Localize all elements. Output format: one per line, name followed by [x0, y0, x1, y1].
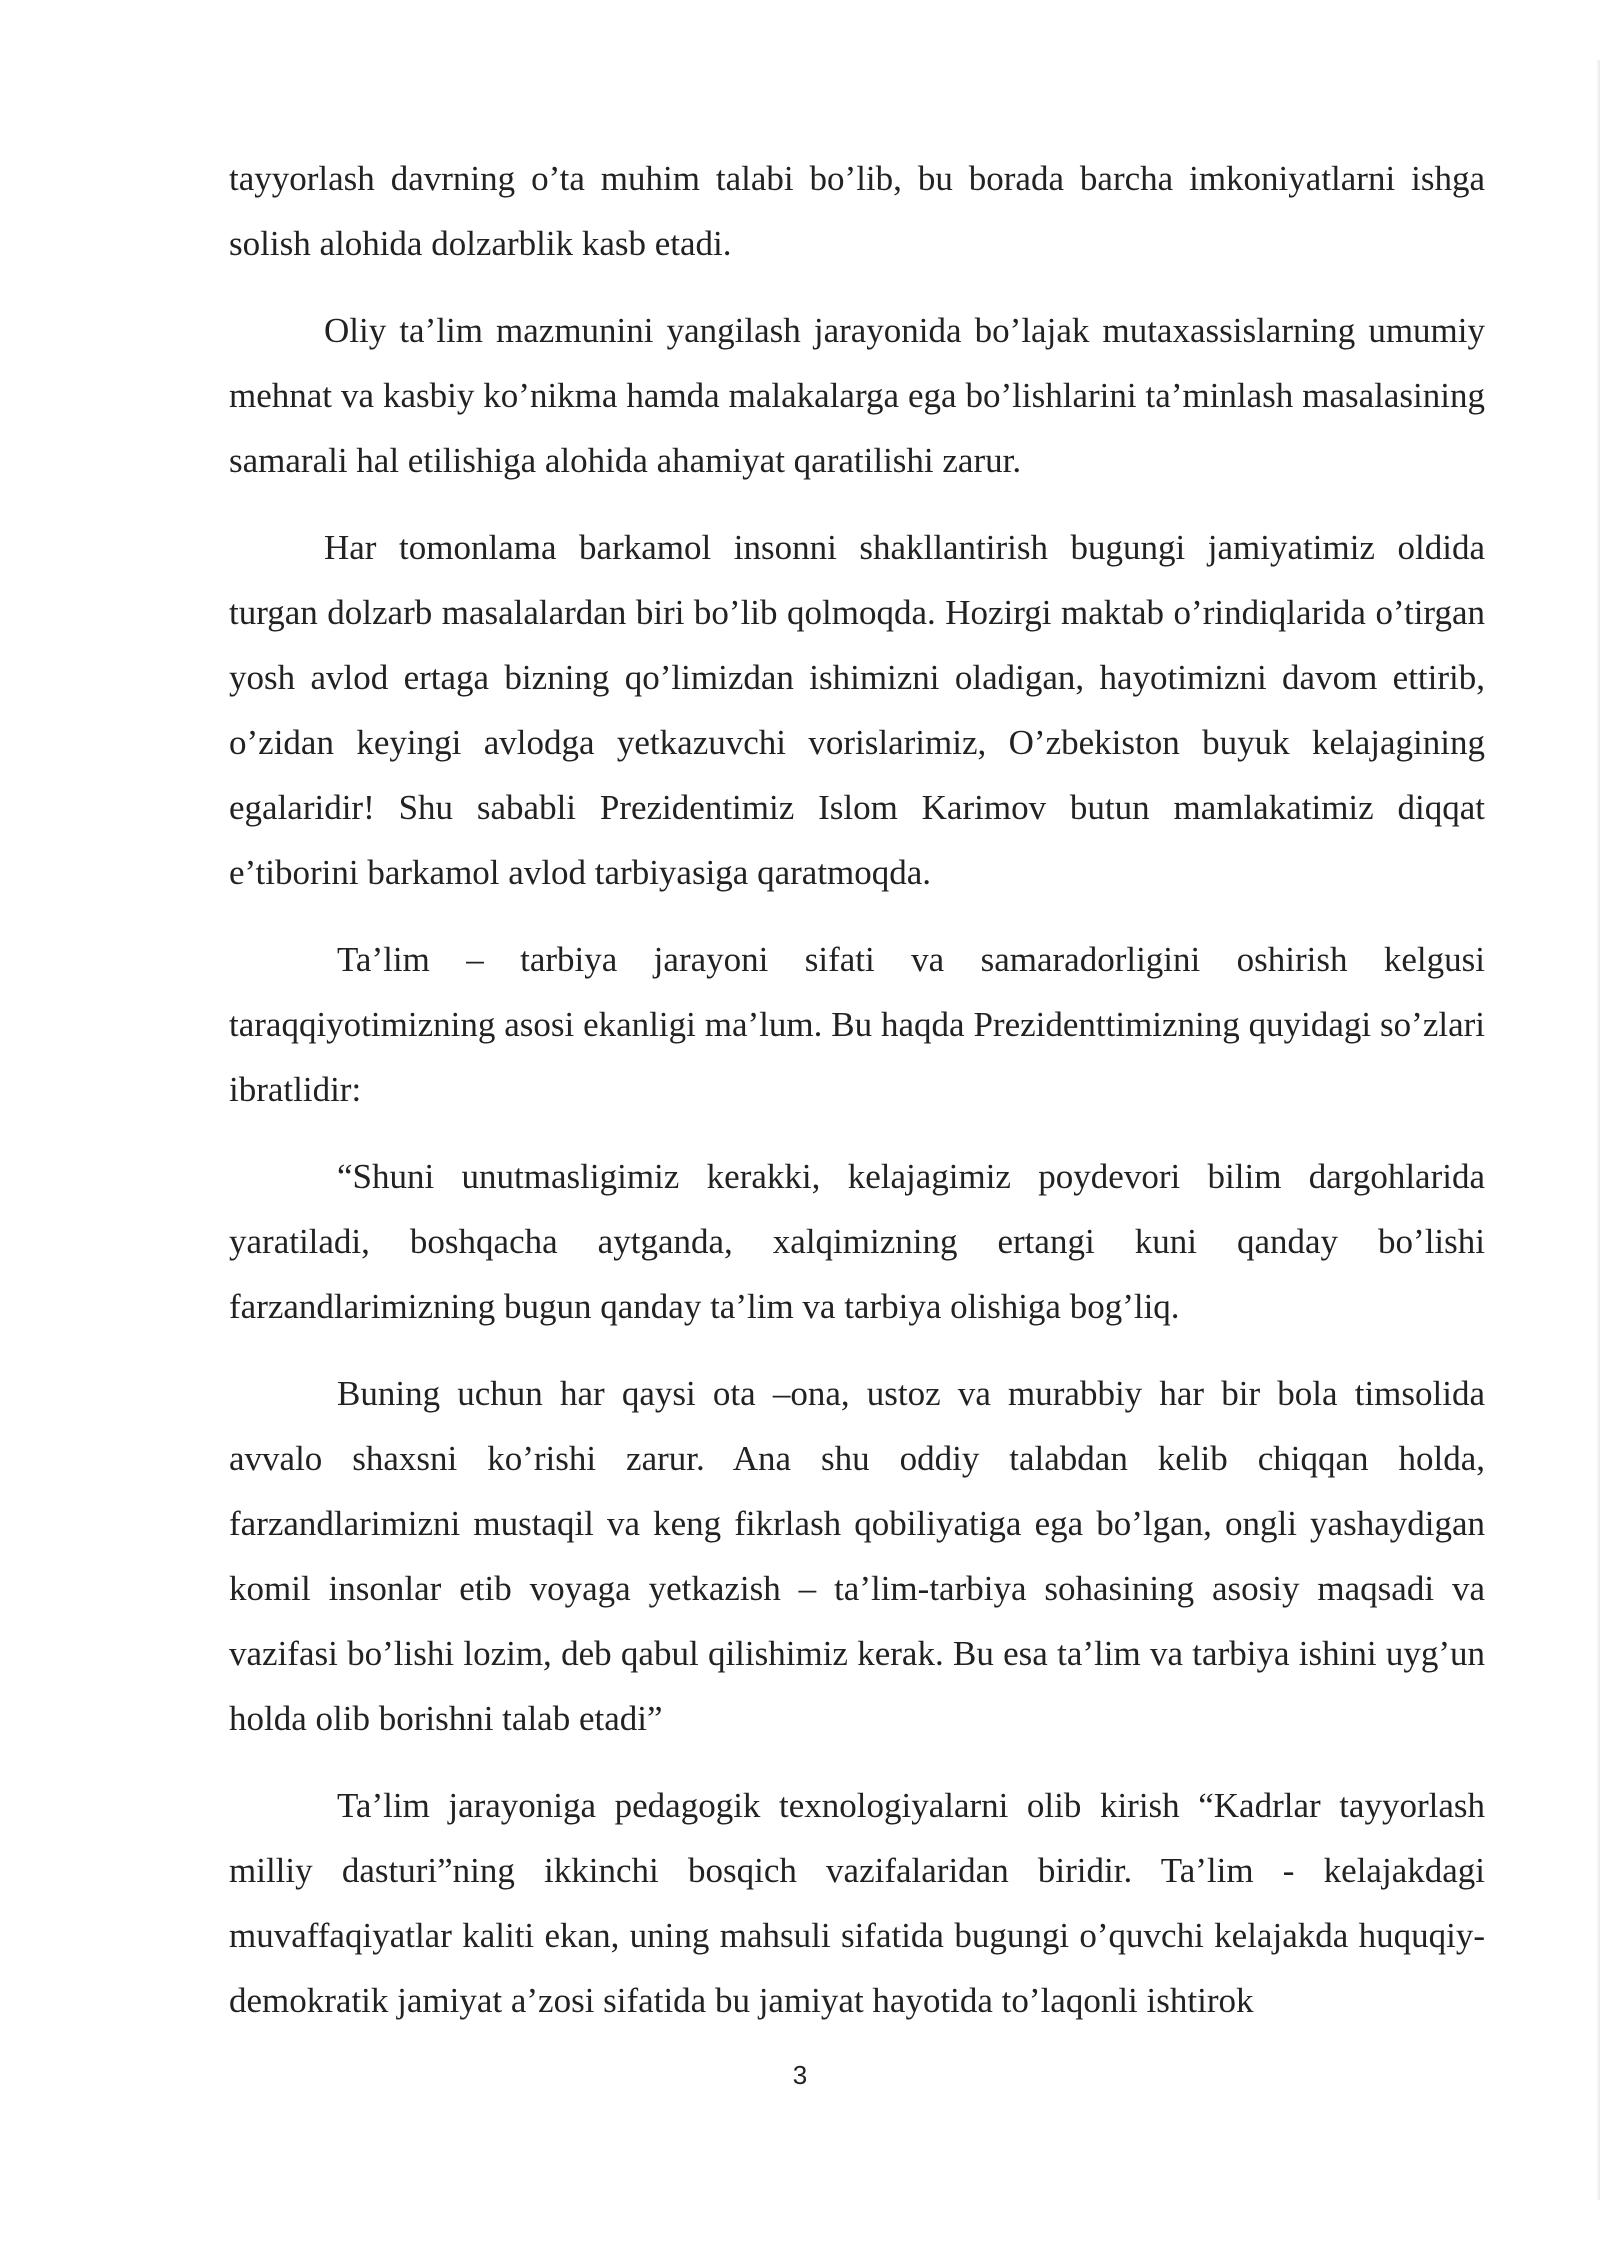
document-body: [229, 146, 1485, 2055]
page-edge-shadow: [1596, 60, 1600, 2200]
paragraph-3: Har tomonlama barkamol insonni shakllantirish bugungi jamiyatimiz oldida turgan dolzarb masalalardan biri bo’lib qolmoqda. Hozirgi maktab o’rindiqlarida o’tirgan yosh avlod ertaga bizning qo’limizdan ishimizni oladigan, hayotimizni davom ettirib, o’zidan keyingi avlodga yetkazuvchi vorislarimiz, O’zbekiston buyuk kelajagining egalaridir! Shu sababli Prezidentimiz Islom Karimov butun mamlakatimiz diqqat e’tiborini barkamol avlod tarbiyasiga qaratmoqda.: [229, 528, 1485, 892]
paragraph-7: Ta’lim jarayoniga pedagogik texnologiyalarni olib kirish “Kadrlar tayyorlash milliy dasturi”ning ikkinchi bosqich vazifalaridan biridir. Ta’lim - kelajakdagi muvaffaqiyatlar kaliti ekan, uning mahsuli sifatida bugungi o’quvchi kelajakda huquqiy-demokratik jamiyat a’zosi sifatida bu jamiyat hayotida to’laqonli ishtirok: [229, 1786, 1485, 2020]
page-number: 3: [792, 2060, 808, 2090]
paragraph-5-quote: “Shuni unutmasligimiz kerakki, kelajagimiz poydevori bilim dargohlarida yaratiladi, boshqacha aytganda, xalqimizning ertangi kuni qanday bo’lishi farzandlarimizning bugun qanday ta’lim va tarbiya olishiga bog’liq.: [229, 1157, 1485, 1326]
paragraph-1: tayyorlash davrning o’ta muhim talabi bo’lib, bu borada barcha imkoniyatlarni ishga solish alohida dolzarblik kasb etadi.: [229, 159, 1485, 263]
paragraph-4: Ta’lim – tarbiya jarayoni sifati va samaradorligini oshirish kelgusi taraqqiyotimizning asosi ekanligi ma’lum. Bu haqda Prezidenttimizning quyidagi so’zlari ibratlidir:: [229, 940, 1485, 1109]
paragraph-2: Oliy ta’lim mazmunini yangilash jarayonida bo’lajak mutaxassislarning umumiy mehnat va kasbiy ko’nikma hamda malakalarga ega bo’lishlarini ta’minlash masalasining samarali hal etilishiga alohida ahamiyat qaratilishi zarur.: [229, 311, 1485, 480]
paragraph-6-quote: Buning uchun har qaysi ota –ona, ustoz va murabbiy har bir bola timsolida avvalo shaxsni ko’rishi zarur. Ana shu oddiy talabdan kelib chiqqan holda, farzandlarimizni mustaqil va keng fikrlash qobiliyatiga ega bo’lgan, ongli yashaydigan komil insonlar etib voyaga yetkazish – ta’lim-tarbiya sohasining asosiy maqsadi va vazifasi bo’lishi lozim, deb qabul qilishimiz kerak. Bu esa ta’lim va tarbiya ishini uyg’un holda olib borishni talab etadi”: [229, 1374, 1485, 1738]
